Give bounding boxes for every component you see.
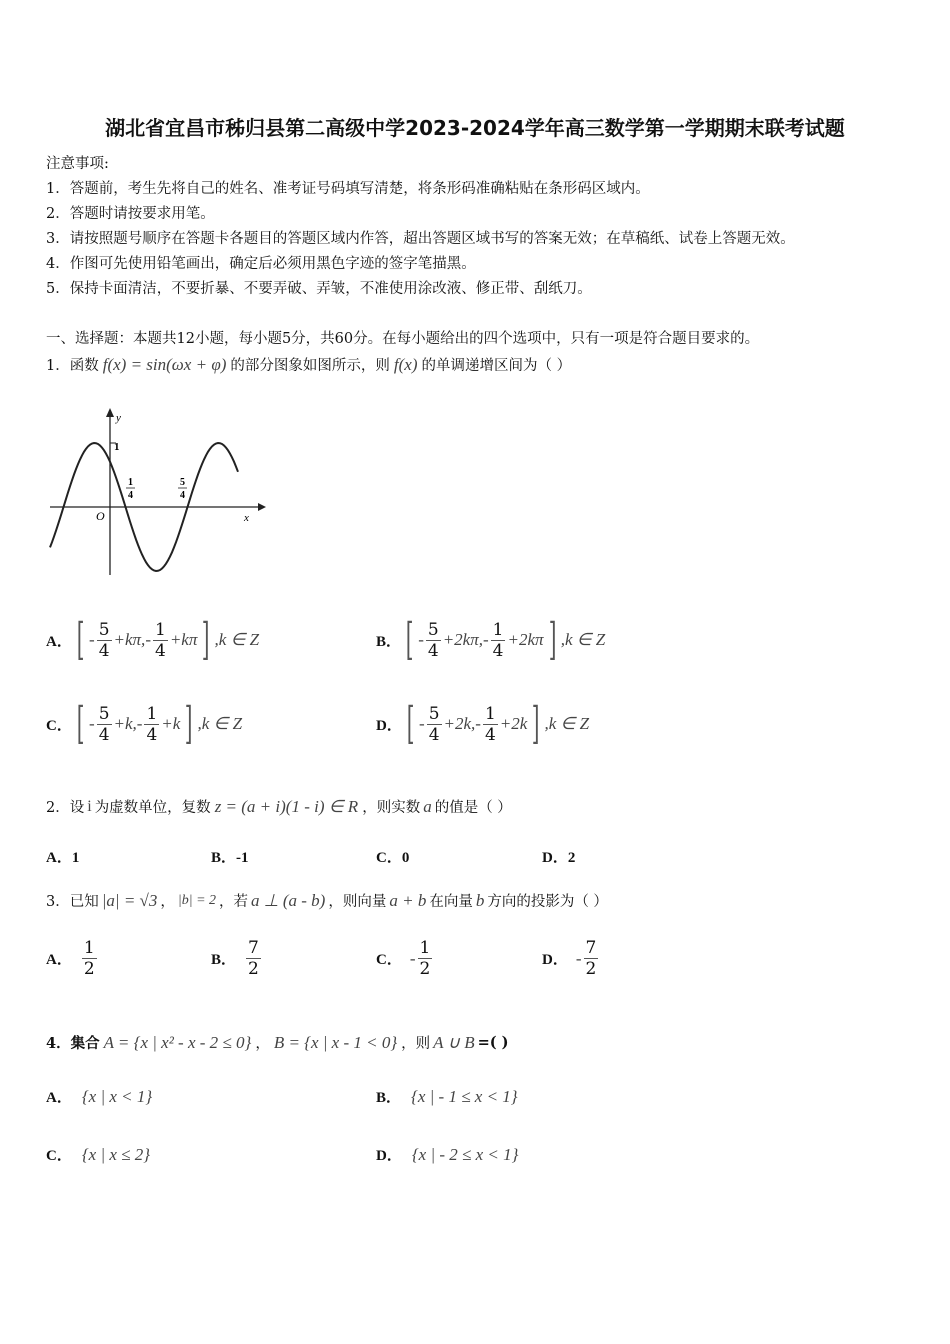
q3-option-c[interactable]: C． - $\frac{1}{2}$ (376, 938, 431, 979)
q3-option-b[interactable] (211, 938, 263, 979)
q1-fx: f(x) (393, 354, 418, 374)
notice-item-5: 5．保持卡面清洁，不要折暴、不要弄破、弄皱，不准使用涂改液、修正带、刮纸刀。 (46, 281, 592, 297)
option-expr: {x | x ≤ 2} (81, 1144, 151, 1164)
x-axis-label: x (244, 512, 249, 524)
q2-part: 为虚数单位，复数 (94, 800, 211, 816)
q4-option-d[interactable] (376, 1144, 518, 1165)
q2-expression: z = (a + i)(1 - i) ∈ R (214, 796, 359, 816)
fraction: $\frac{5}{4}$ (427, 619, 439, 661)
notice-item-2: 2．答题时请按要求用笔。 (46, 206, 215, 222)
option-expr: {x | - 2 ≤ x < 1} (411, 1144, 519, 1164)
q1-mid: 的部分图象如图所示，则 (230, 358, 390, 374)
fraction: $\frac{7}{2}$ (585, 938, 597, 979)
option-expr: {x | - 1 ≤ x < 1} (411, 1086, 518, 1106)
option-label: A． (46, 952, 72, 968)
q3-part: ，则向量 (328, 894, 387, 910)
option-label: D． (376, 1148, 402, 1164)
q4-option-b[interactable] (376, 1086, 518, 1107)
option-label: B． (211, 952, 237, 968)
q3-expr: a + b (389, 890, 427, 910)
origin-label: O (96, 509, 105, 523)
question-4-stem (46, 1032, 509, 1053)
section-heading: 一、选择题：本题共12小题，每小题5分，共60分。在每小题给出的四个选项中，只有一项是符合题目要求的。 (46, 331, 760, 347)
q3-option-d[interactable]: D． - $\frac{7}{2}$ (542, 938, 597, 979)
q3-part: 3．已知 (46, 894, 99, 910)
q3-option-a[interactable] (46, 938, 99, 979)
x-axis-arrow (258, 503, 266, 511)
q2-imag-unit: i (87, 797, 92, 815)
question-3-stem (46, 890, 608, 911)
x-tick-2-num: 5 (180, 477, 185, 488)
bracket-left: [ (405, 614, 414, 665)
q3-expr: a ⊥ (a - b) (251, 890, 326, 910)
q3-part: 方向的投影为（ ） (487, 894, 608, 910)
notice-item-4: 4．作图可先使用铅笔画出，确定后必须用黑色字迹的签字笔描黑。 (46, 256, 476, 272)
fraction: $\frac{5}{4}$ (98, 619, 110, 661)
q4-part: ，则 (401, 1036, 431, 1052)
q3-expr: |b| = 2 (177, 892, 217, 908)
q3-expr: |a| = √3 (101, 890, 158, 910)
fraction: $\frac{1}{2}$ (419, 938, 431, 979)
q4-set-a: A = {x | x² - x - 2 ≤ 0} (103, 1032, 252, 1052)
q3-expr: b (475, 890, 485, 910)
option-label: B． (376, 1090, 402, 1106)
q4-part: 4．集合 (46, 1035, 100, 1052)
notice-item-3: 3．请按照题号顺序在答题卡各题目的答题区域内作答，超出答题区域书写的答案无效；在草稿纸、试卷上答题无效。 (46, 231, 795, 247)
fraction: $\frac{1}{4}$ (154, 619, 166, 661)
bracket-right: ] (202, 614, 210, 665)
x-tick-1-den: 4 (128, 490, 133, 501)
option-label: B． (376, 633, 402, 650)
bracket-left: [ (76, 614, 85, 665)
fraction: $\frac{7}{2}$ (248, 938, 259, 979)
x-tick-1-num: 1 (128, 477, 133, 488)
fraction: $\frac{1}{4}$ (492, 619, 504, 661)
q4-set-b: B = {x | x - 1 < 0} (273, 1032, 398, 1052)
q2-var-a: a (423, 796, 432, 816)
q1-option-b[interactable]: B． [ - $\frac{5}{4}$ +2kπ, - $\frac{1}{4}$ +2kπ ] ,k ∈ Z (376, 614, 606, 665)
sine-graph (46, 405, 266, 580)
q3-part: ，若 (219, 894, 249, 910)
option-label: D． (376, 717, 402, 734)
notice-item-1: 1．答题前，考生先将自己的姓名、准考证号码填写清楚，将条形码准确粘贴在条形码区域内。 (46, 181, 650, 197)
option-label: A． (46, 1090, 72, 1106)
bracket-right: ] (548, 614, 556, 665)
question-1-stem (46, 354, 571, 375)
q3-part: 在向量 (429, 894, 473, 910)
q2-part: ，则实数 (362, 800, 421, 816)
y-tick-label: 1 (114, 441, 120, 453)
y-axis-arrow (106, 408, 114, 417)
q2-option-b[interactable]: B．-1 (211, 850, 249, 866)
q4-option-c[interactable] (46, 1144, 150, 1165)
option-expr: {x | x < 1} (81, 1086, 153, 1106)
notice-heading: 注意事项: (46, 156, 109, 172)
fraction: $\frac{1}{4}$ (146, 703, 158, 745)
q4-union: A ∪ B (433, 1032, 475, 1052)
x-tick-2-den: 4 (180, 490, 185, 501)
q1-option-c[interactable]: C． [ - $\frac{5}{4}$ +k, - $\frac{1}{4}$ +k ] ,k ∈ Z (46, 698, 243, 749)
option-label: C． (46, 717, 72, 734)
option-label: C． (46, 1148, 72, 1164)
q2-option-c[interactable]: C．0 (376, 850, 410, 866)
q2-option-a[interactable]: A．1 (46, 850, 80, 866)
q1-option-d[interactable]: D． [ - $\frac{5}{4}$ +2k, - $\frac{1}{4}$ +2k ] ,k ∈ Z (376, 698, 590, 749)
q2-part: 2．设 (46, 800, 85, 816)
y-axis-label: y (116, 412, 121, 424)
q1-function: f(x) = sin(ωx + φ) (102, 354, 227, 374)
bracket-left: [ (76, 698, 85, 749)
fraction: $\frac{1}{4}$ (484, 703, 496, 745)
q4-part: =( ) (477, 1034, 509, 1051)
fraction: $\frac{1}{2}$ (83, 938, 95, 979)
bracket-right: ] (532, 698, 540, 749)
fraction: $\frac{5}{4}$ (428, 703, 440, 745)
question-2-stem (46, 796, 512, 817)
option-label: A． (46, 633, 72, 650)
q2-option-d[interactable]: D．2 (542, 850, 576, 866)
fraction: $\frac{5}{4}$ (98, 703, 110, 745)
q1-suffix: 的单调递增区间为（ ） (421, 358, 572, 374)
q1-prefix: 1．函数 (46, 358, 99, 374)
bracket-left: [ (406, 698, 415, 749)
q4-option-a[interactable] (46, 1086, 152, 1107)
q1-option-a[interactable]: A． [ - $\frac{5}{4}$ +kπ, - $\frac{1}{4}$ +kπ ] ,k ∈ Z (46, 614, 260, 665)
bracket-right: ] (185, 698, 193, 749)
option-label: C． (376, 952, 402, 968)
q2-part: 的值是（ ） (434, 800, 512, 816)
option-label: D． (542, 952, 568, 968)
q4-part: ， (255, 1036, 270, 1052)
page-title: 湖北省宜昌市秭归县第二高级中学2023-2024学年高三数学第一学期期末联考试题 (105, 116, 845, 140)
q3-part: ， (160, 894, 175, 910)
